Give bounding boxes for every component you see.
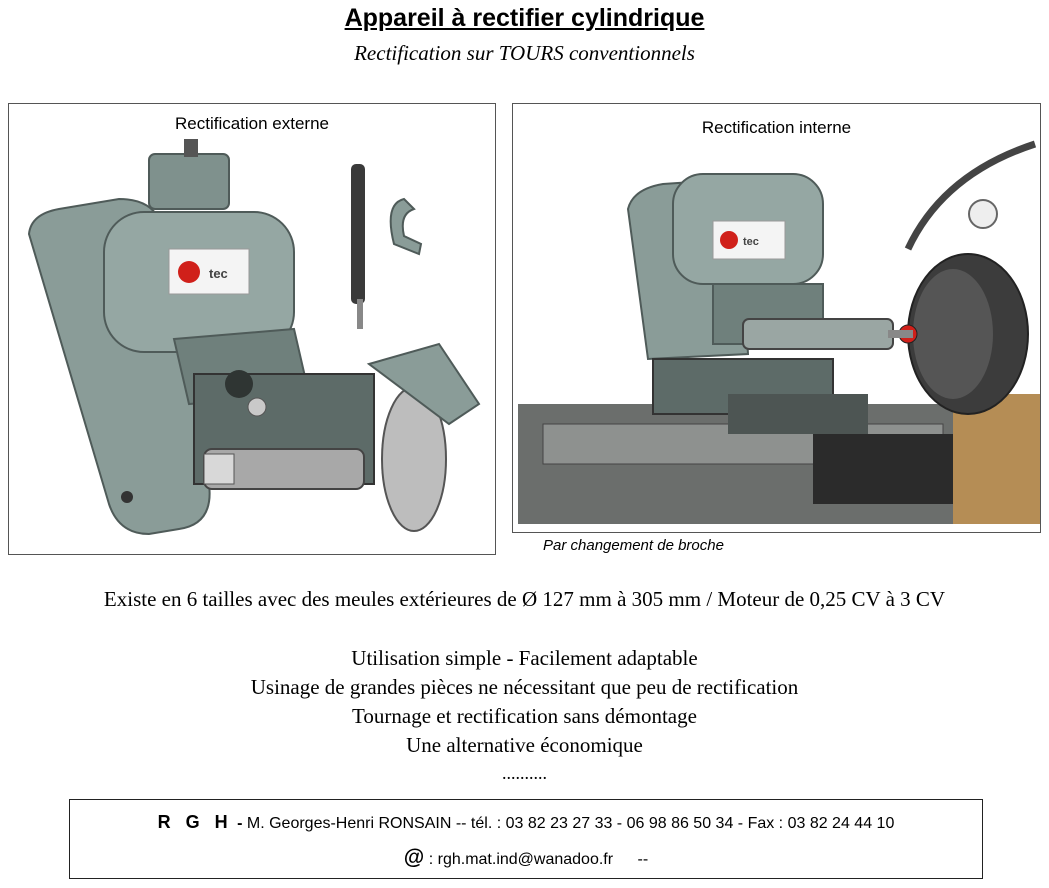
- internal-grinding-label: Rectification interne: [701, 118, 852, 137]
- sizes-text: Existe en 6 tailles avec des meules extérieures de Ø 127 mm à 305 mm / Moteur de 0,25 CV à 3 CV: [103, 587, 946, 611]
- contact-box: [69, 799, 983, 879]
- internal-grinder-photo: [513, 104, 1040, 532]
- feature-line: Une alternative économique: [406, 733, 643, 757]
- feature-line: Utilisation simple - Facilement adaptable: [351, 646, 698, 670]
- contact-details: M. Georges-Henri RONSAIN -- tél. : 03 82 23 27 33 - 06 98 86 50 34 - Fax : 03 82 24 44 10: [246, 815, 895, 832]
- internal-logo-text: tec: [743, 236, 759, 248]
- internal-grinding-panel: [512, 103, 1041, 533]
- email-link[interactable]: rgh.mat.ind@wanadoo.fr: [437, 851, 614, 868]
- external-grinder-photo: [9, 104, 495, 554]
- at-icon: @: [403, 846, 425, 869]
- page-title: Appareil à rectifier cylindrique: [344, 4, 705, 32]
- company-name: R G H: [157, 812, 233, 832]
- feature-line: Usinage de grandes pièces ne nécessitant que peu de rectification: [250, 675, 799, 699]
- external-grinding-label: Rectification externe: [174, 114, 330, 133]
- email-trailing: --: [637, 851, 649, 868]
- external-logo-text: tec: [209, 266, 228, 281]
- company-separator: -: [232, 815, 247, 832]
- internal-grinding-caption: Par changement de broche: [543, 537, 724, 554]
- feature-line: Tournage et rectification sans démontage: [352, 704, 697, 728]
- external-grinding-panel: [8, 103, 496, 555]
- page-subtitle: Rectification sur TOURS conventionnels: [354, 41, 695, 65]
- separator-dots: ..........: [502, 763, 547, 783]
- contact-line-email: [70, 846, 982, 870]
- contact-line-phone: [70, 812, 982, 833]
- email-colon: :: [424, 851, 438, 868]
